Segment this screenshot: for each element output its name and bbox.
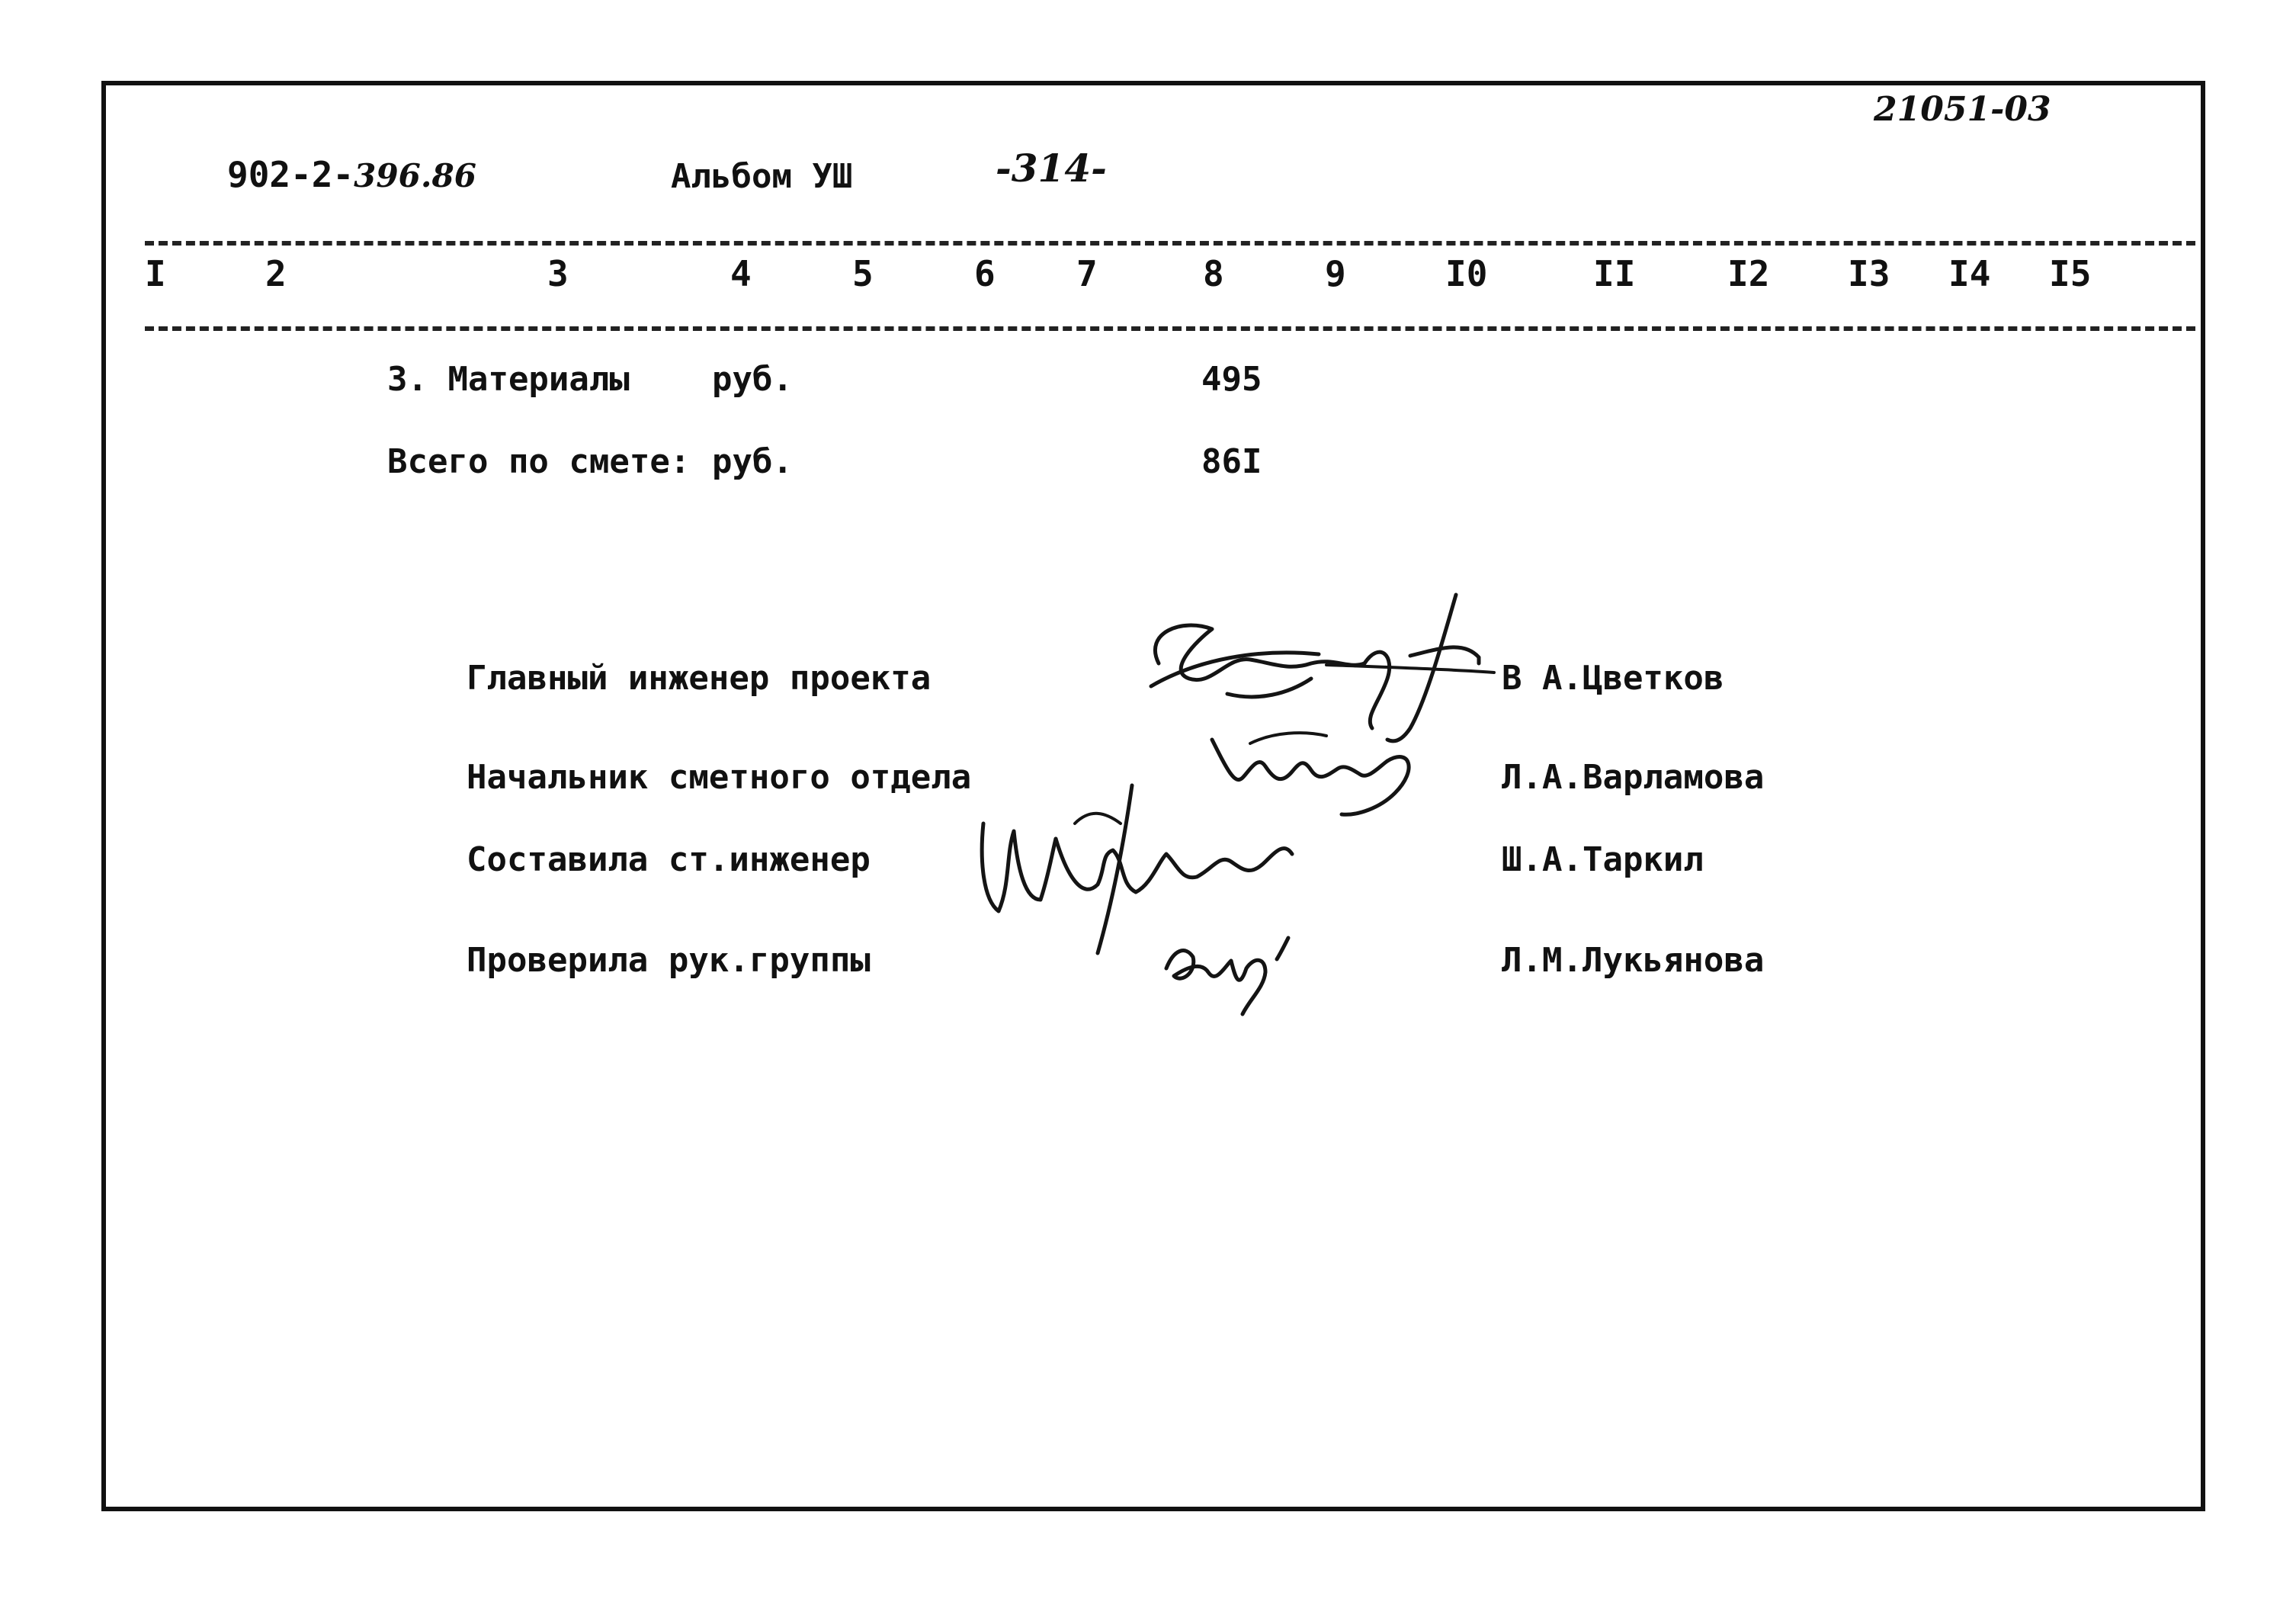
signatory-name: Л.А.Варламова — [1502, 758, 1765, 797]
column-number: 5 — [852, 253, 874, 294]
row-value: 495 — [1201, 360, 1262, 399]
project-code — [227, 154, 476, 195]
signatory-position: Составила ст.инженер — [467, 840, 871, 879]
signatory-position: Проверила рук.группы — [467, 941, 871, 980]
column-number: I3 — [1848, 253, 1890, 294]
row-label: Всего по смете: — [387, 442, 691, 481]
column-number: I — [145, 253, 166, 294]
row-unit: руб. — [712, 442, 793, 481]
archive-number: 21051-03 — [1874, 90, 2051, 129]
column-number: I2 — [1727, 253, 1770, 294]
row-unit: руб. — [712, 360, 793, 399]
column-number: I5 — [2049, 253, 2092, 294]
column-number: 3 — [547, 253, 569, 294]
column-number: 2 — [265, 253, 287, 294]
column-number: I0 — [1445, 253, 1488, 294]
column-number: I4 — [1948, 253, 1991, 294]
column-number: 7 — [1076, 253, 1098, 294]
column-number: 9 — [1325, 253, 1346, 294]
signatory-name: Л.М.Лукьянова — [1502, 941, 1765, 980]
column-number: 8 — [1203, 253, 1224, 294]
row-label: 3. Материалы — [387, 360, 630, 399]
signatory-position: Главный инженер проекта — [467, 659, 932, 698]
page-number: -314- — [996, 146, 1107, 191]
column-strip-top-rule — [145, 241, 2195, 246]
column-number: 4 — [730, 253, 752, 294]
project-code-printed: 902-2- — [227, 154, 354, 195]
project-code-handwritten: 396.86 — [354, 157, 476, 194]
signature-reviewer — [1151, 915, 1319, 1022]
row-value: 86I — [1201, 442, 1262, 481]
column-strip-bottom-rule — [145, 326, 2195, 331]
album-label: Альбом УШ — [671, 157, 853, 196]
signatory-name: Ш.А.Таркил — [1502, 840, 1704, 879]
column-number: 6 — [974, 253, 996, 294]
signatory-position: Начальник сметного отдела — [467, 758, 972, 797]
signatory-name: В А.Цветков — [1502, 659, 1724, 698]
column-number: II — [1593, 253, 1636, 294]
